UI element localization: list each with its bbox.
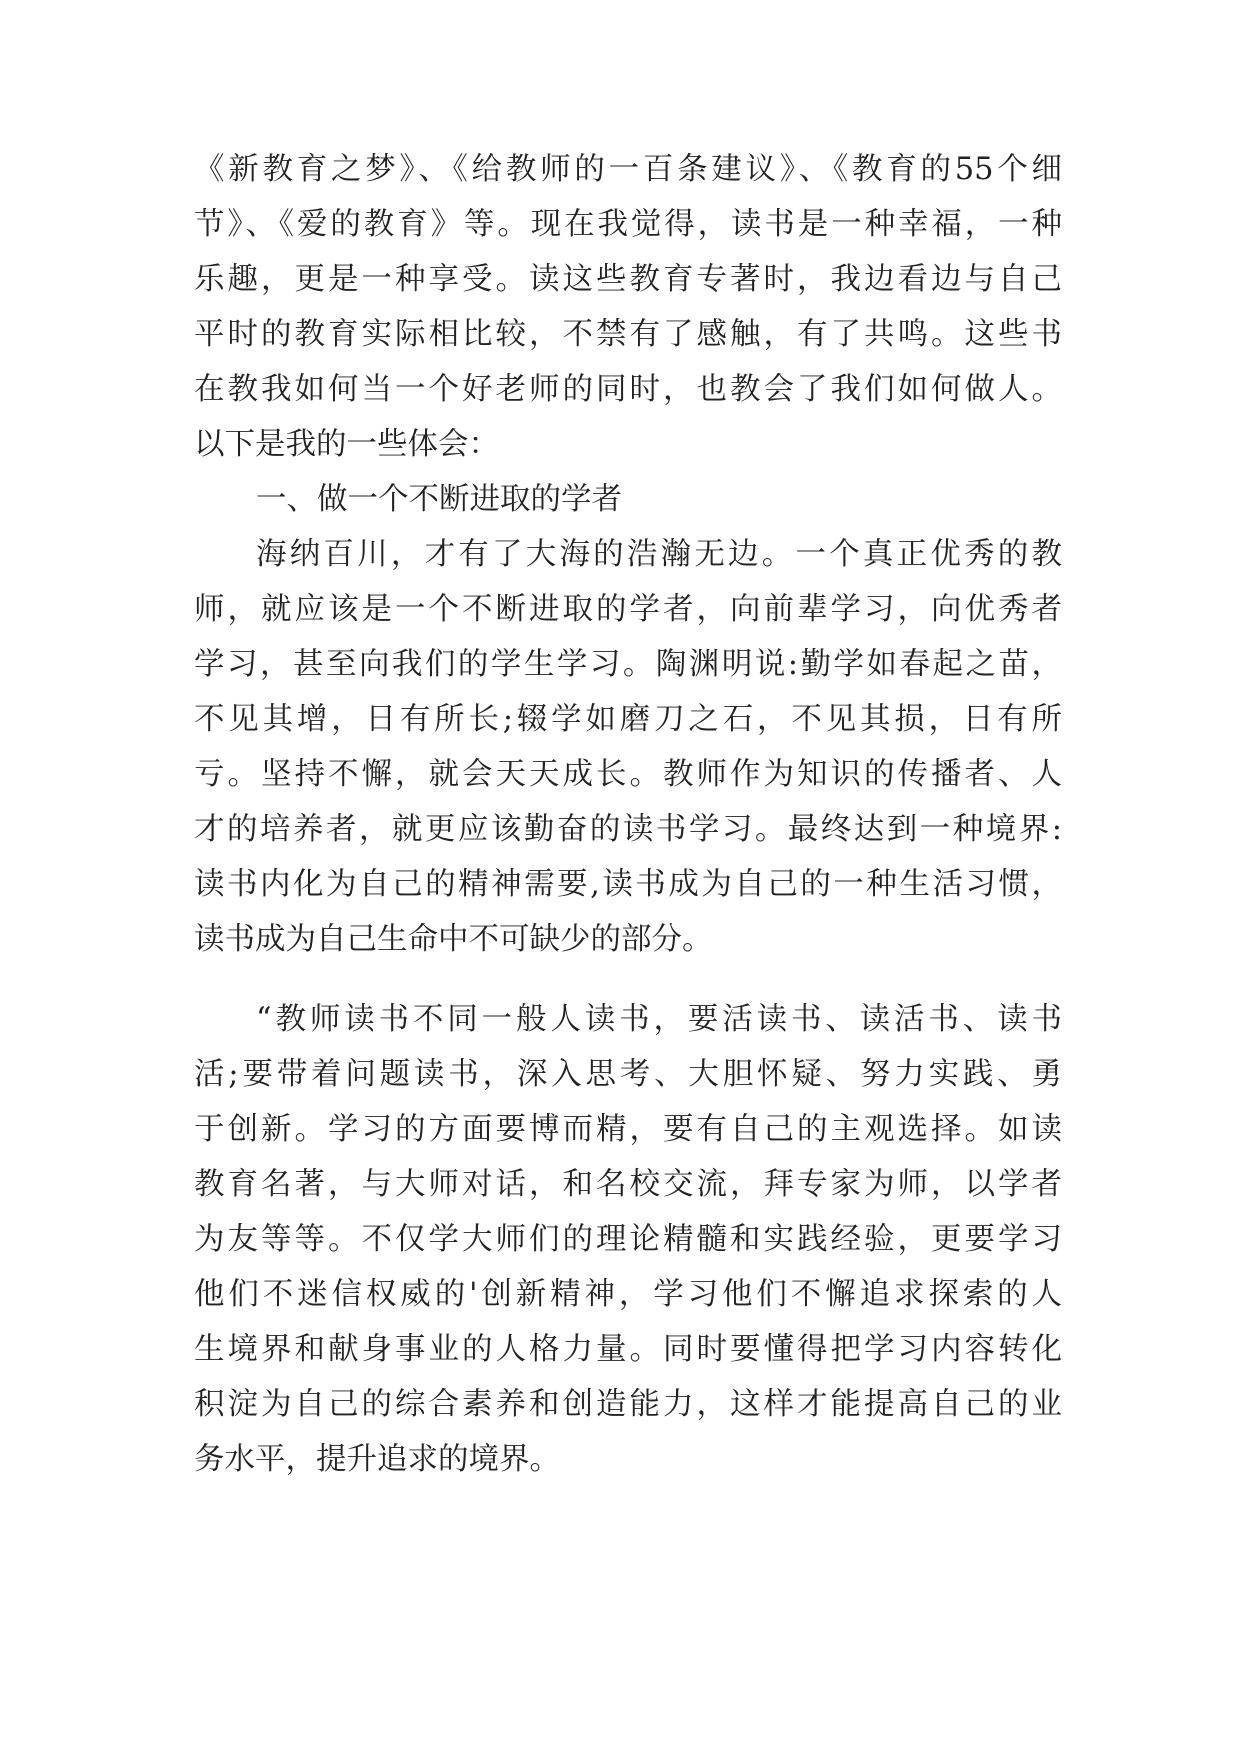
text-line: 学习，甚至向我们的学生学习。陶渊明说:勤学如春起之苗， — [194, 647, 1062, 682]
text-line: 海纳百川，才有了大海的浩瀚无边。一个真正优秀的教 — [256, 537, 1062, 572]
text-line: 于创新。学习的方面要博而精，要有自己的主观选择。如读 — [194, 1112, 1062, 1147]
text-line: 平时的教育实际相比较，不禁有了感触，有了共鸣。这些书 — [194, 317, 1062, 352]
text-line: 在教我如何当一个好老师的同时，也教会了我们如何做人。 — [194, 372, 1062, 407]
text-line: 《新教育之梦》、《给教师的一百条建议》、《教育的55个细 — [194, 152, 1062, 187]
text-line: 务水平，提升追求的境界。 — [194, 1442, 560, 1477]
text-line: 生境界和献身事业的人格力量。同时要懂得把学习内容转化 — [194, 1332, 1062, 1367]
text-line: 师，就应该是一个不断进取的学者，向前辈学习，向优秀者 — [194, 592, 1062, 627]
section-heading: 一、做一个不断进取的学者 — [256, 482, 622, 517]
text-line: 读书成为自己生命中不可缺少的部分。 — [194, 922, 713, 957]
text-line: 亏。坚持不懈，就会天天成长。教师作为知识的传播者、人 — [194, 757, 1062, 792]
text-line: “教师读书不同一般人读书，要活读书、读活书、读书 — [256, 1002, 1062, 1037]
text-line: 活;要带着问题读书，深入思考、大胆怀疑、努力实践、勇 — [194, 1057, 1062, 1092]
text-line: 为友等等。不仅学大师们的理论精髓和实践经验，更要学习 — [194, 1222, 1062, 1257]
text-line: 才的培养者，就更应该勤奋的读书学习。最终达到一种境界: — [194, 812, 1062, 847]
text-line: 他们不迷信权威的'创新精神，学习他们不懈追求探索的人 — [194, 1277, 1062, 1312]
text-line: 教育名著，与大师对话，和名校交流，拜专家为师，以学者 — [194, 1167, 1062, 1202]
text-line: 读书内化为自己的精神需要,读书成为自己的一种生活习惯， — [194, 867, 1062, 902]
text-line: 以下是我的一些体会： — [194, 427, 499, 462]
text-line: 乐趣，更是一种享受。读这些教育专著时，我边看边与自己 — [194, 262, 1062, 297]
text-line: 不见其增，日有所长;辍学如磨刀之石，不见其损，日有所 — [194, 702, 1062, 737]
text-line: 节》、《爱的教育》等。现在我觉得，读书是一种幸福，一种 — [194, 207, 1062, 242]
text-line: 积淀为自己的综合素养和创造能力，这样才能提高自己的业 — [194, 1387, 1062, 1422]
